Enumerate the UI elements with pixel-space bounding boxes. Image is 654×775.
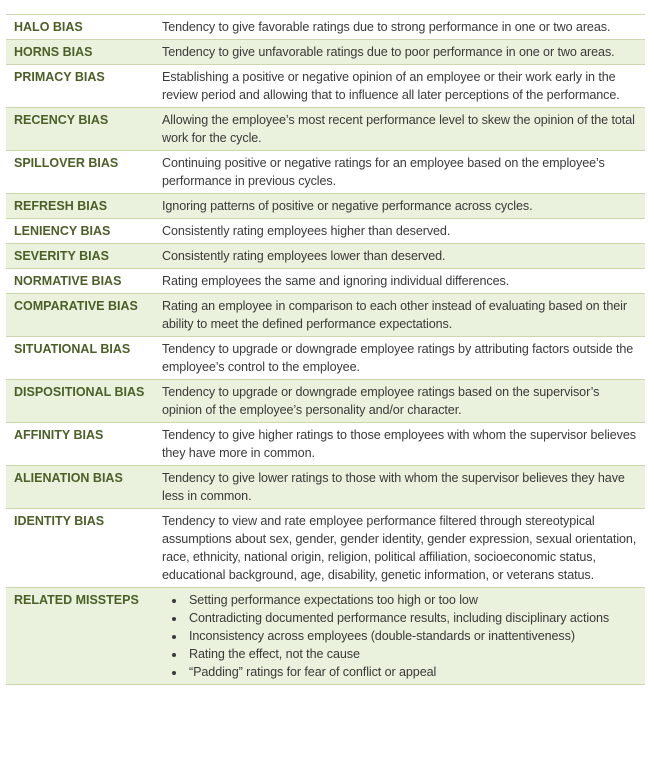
table-row (6, 588, 645, 685)
bias-table-body (6, 15, 645, 685)
bias-description: Allowing the employee’s most recent performance level to skew the opinion of the total work for the cycle. (162, 113, 635, 145)
misstep-item: • Inconsistency across employees (double-standards or inattentiveness) (186, 627, 639, 645)
missteps-list (162, 591, 639, 681)
misstep-item: • Contradicting documented performance results, including disciplinary actions (186, 609, 639, 627)
bias-description: Rating employees the same and ignoring individual differences. (162, 274, 510, 288)
table-row (6, 269, 645, 294)
bias-description: Tendency to give unfavorable ratings due to poor performance in one or two areas. (162, 45, 615, 59)
table-row (6, 108, 645, 151)
bias-description: Tendency to give higher ratings to those employees with whom the supervisor believes they have more in common. (162, 428, 636, 460)
bias-description: Tendency to give favorable ratings due to strong performance in one or two areas. (162, 20, 611, 34)
bias-description: Tendency to upgrade or downgrade employee ratings based on the supervisor’s opinion of the employee’s personality and/or character. (162, 385, 600, 417)
misstep-item: • “Padding” ratings for fear of conflict or appeal (186, 663, 639, 681)
bias-definitions-table (6, 14, 645, 685)
table-row (6, 294, 645, 337)
bias-term: SITUATIONAL BIAS (14, 342, 131, 356)
table-row (6, 380, 645, 423)
bias-description: Consistently rating employees lower than deserved. (162, 249, 446, 263)
bias-description: Tendency to give lower ratings to those with whom the supervisor believes they have less in common. (162, 471, 625, 503)
table-row (6, 65, 645, 108)
table-row (6, 244, 645, 269)
bias-description: Tendency to view and rate employee performance filtered through stereotypical assumptions about sex, gender, gender identity, gender expression, sexual orientation, race, ethnicity, national origin, religion, political affiliation, socioeconomic status, educational background, age, disability, genetic information, or veterans status. (162, 514, 637, 582)
table-row (6, 466, 645, 509)
bias-term: ALIENATION BIAS (14, 471, 123, 485)
bias-description: Ignoring patterns of positive or negative performance across cycles. (162, 199, 533, 213)
table-row (6, 194, 645, 219)
table-row (6, 40, 645, 65)
table-row (6, 337, 645, 380)
bias-term: RECENCY BIAS (14, 113, 109, 127)
bias-term: SEVERITY BIAS (14, 249, 109, 263)
bias-term: IDENTITY BIAS (14, 514, 105, 528)
bias-term: NORMATIVE BIAS (14, 274, 122, 288)
bias-term: REFRESH BIAS (14, 199, 108, 213)
bias-description: Rating an employee in comparison to each other instead of evaluating based on their ability to meet the defined performance expectations. (162, 299, 627, 331)
bias-term: COMPARATIVE BIAS (14, 299, 138, 313)
bias-term: DISPOSITIONAL BIAS (14, 385, 145, 399)
misstep-item: • Rating the effect, not the cause (186, 645, 639, 663)
bias-description: Consistently rating employees higher than deserved. (162, 224, 451, 238)
table-row (6, 423, 645, 466)
bias-description: Establishing a positive or negative opinion of an employee or their work early in the review period and allowing that to influence all later perceptions of the performance. (162, 70, 620, 102)
bias-description: Tendency to upgrade or downgrade employee ratings by attributing factors outside the employee’s control to the employee. (162, 342, 634, 374)
bias-term: AFFINITY BIAS (14, 428, 104, 442)
bias-term: SPILLOVER BIAS (14, 156, 119, 170)
bias-term: LENIENCY BIAS (14, 224, 111, 238)
bias-term: HORNS BIAS (14, 45, 93, 59)
table-row (6, 151, 645, 194)
bias-description: Continuing positive or negative ratings for an employee based on the employee’s performance in previous cycles. (162, 156, 605, 188)
missteps-cell (155, 588, 645, 685)
table-row (6, 219, 645, 244)
misstep-item: • Setting performance expectations too high or too low (186, 591, 639, 609)
bias-term: PRIMACY BIAS (14, 70, 105, 84)
table-row (6, 509, 645, 588)
bias-term: HALO BIAS (14, 20, 83, 34)
bias-term: RELATED MISSTEPS (14, 593, 139, 607)
table-row (6, 15, 645, 40)
